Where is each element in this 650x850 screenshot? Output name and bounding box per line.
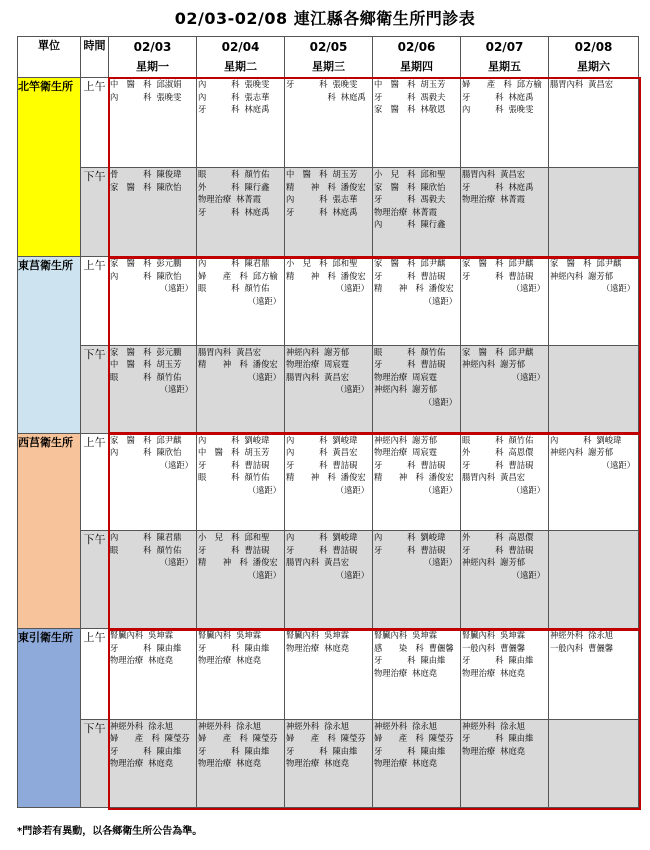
doctor-entry: 眼 科 顏竹佑 (462, 434, 534, 445)
doctor-entry: 家 醫 科 陳欣怡 (374, 181, 446, 192)
doctor-entry: 精 神 科 潘俊宏 (198, 557, 278, 568)
doctor-entry: 腎臟內科 吳坤霖 (462, 630, 526, 641)
doctor-entry: 內 科 陳君鼎 (198, 258, 270, 269)
remote-note: （遠距） (335, 569, 369, 580)
doctor-entry: 牙 科 陳由維 (462, 655, 534, 666)
doctor-entry: 牙 科 林庭禹 (198, 206, 270, 217)
remote-note: （遠距） (601, 459, 635, 470)
schedule-cell (461, 531, 549, 629)
schedule-row (18, 719, 639, 807)
schedule-cell (461, 433, 549, 530)
doctor-entry: 牙 科 陳由維 (286, 745, 358, 756)
doctor-entry: 內 科 劉峻瑋 (198, 434, 270, 445)
doctor-entry: 牙 科 陳由維 (374, 655, 446, 666)
doctor-entry: 內 科 陳欣怡 (110, 270, 182, 281)
doctor-entry: 牙 科 曹詰硯 (286, 544, 358, 555)
schedule-cell (549, 168, 639, 257)
doctor-entry: 中 醫 科 胡玉芳 (198, 447, 270, 458)
doctor-entry: 家 醫 科 邱尹麒 (374, 258, 446, 269)
schedule-cell (109, 78, 197, 168)
doctor-entry: 家 醫 科 邱尹麒 (462, 258, 534, 269)
remote-note: （遠距） (247, 569, 281, 580)
schedule-cell (197, 719, 285, 807)
doctor-entry: 中 醫 科 胡玉芳 (286, 169, 358, 180)
doctor-entry: 神經外科 徐永旭 (286, 720, 350, 731)
time-header: 時間 (81, 37, 109, 78)
doctor-entry: 神經外科 徐永旭 (374, 720, 438, 731)
doctor-entry: 牙 科 林庭禹 (462, 91, 534, 102)
am-label: 上午 (81, 629, 109, 719)
doctor-entry: 家 醫 科 邱尹麒 (462, 346, 534, 357)
day-header (109, 37, 197, 78)
am-label: 上午 (81, 78, 109, 168)
schedule-cell (285, 433, 373, 530)
schedule-cell (285, 629, 373, 719)
day-weekday: 星期四 (400, 60, 433, 73)
doctor-entry: 牙 科 林庭禹 (198, 104, 270, 114)
am-label: 上午 (81, 433, 109, 530)
day-header (197, 37, 285, 78)
doctor-entry: 家 醫 科 陳欣怡 (110, 181, 182, 192)
doctor-entry: 家 醫 科 邱尹麒 (550, 258, 622, 269)
remote-note: （遠距） (335, 484, 369, 495)
remote-note: （遠距） (247, 371, 281, 382)
doctor-entry: 眼 科 顏竹佑 (110, 544, 182, 555)
doctor-entry: 物理治療 林庭堯 (110, 758, 174, 769)
unit-name: 東引衛生所 (18, 629, 81, 808)
doctor-entry: 物理治療 周宸霆 (374, 371, 438, 382)
footnote: *門診若有異動，以各鄉衛生所公告為準。 (17, 826, 203, 837)
doctor-entry: 內 科 陳君鼎 (110, 532, 182, 543)
schedule-cell (549, 78, 639, 168)
schedule-cell (549, 433, 639, 530)
doctor-entry: 牙 科 陳由維 (462, 733, 534, 744)
schedule-row (18, 345, 639, 433)
doctor-entry: 牙 科 曹詰硯 (374, 359, 446, 370)
doctor-entry: 內 科 劉峻瑋 (286, 434, 358, 445)
doctor-entry: 腎臟內科 吳坤霖 (198, 630, 262, 641)
schedule-cell (197, 345, 285, 433)
doctor-entry: 眼 科 顏竹佑 (374, 346, 446, 357)
doctor-entry: 內 科 張志華 (198, 91, 270, 102)
remote-note: （遠距） (335, 283, 369, 294)
remote-note: （遠距） (247, 484, 281, 495)
doctor-entry: 精 神 科 潘俊宏 (374, 283, 454, 294)
doctor-entry: 一般內科 曹儷馨 (550, 642, 614, 653)
doctor-entry: 物理治療 林菁霞 (198, 194, 262, 205)
doctor-entry: 腸胃內科 黃昌宏 (198, 346, 262, 357)
doctor-entry: 物理治療 林菁霞 (462, 194, 526, 205)
clinic-schedule-table (17, 36, 639, 808)
doctor-entry: 外 科 陳行鑫 (198, 181, 270, 192)
doctor-entry: 神經內科 謝芳郁 (462, 557, 526, 568)
doctor-entry: 小 兒 科 邱和聖 (374, 169, 446, 180)
day-header (461, 37, 549, 78)
schedule-cell (285, 78, 373, 168)
doctor-entry: 精 神 科 潘俊宏 (374, 472, 454, 483)
remote-note: （遠距） (159, 384, 193, 395)
doctor-entry: 牙 科 陳由維 (110, 745, 182, 756)
doctor-entry: 神經內科 謝芳郁 (374, 384, 438, 395)
doctor-entry: 牙 科 陳由維 (374, 745, 446, 756)
schedule-cell (461, 345, 549, 433)
doctor-entry: 內 科 劉峻瑋 (374, 532, 446, 543)
day-date: 02/08 (574, 40, 613, 54)
doctor-entry: 內 科 張志華 (286, 194, 358, 205)
doctor-entry: 內 科 陳欣怡 (110, 447, 182, 458)
doctor-entry: 牙 科 林庭禹 (286, 206, 358, 217)
unit-header: 單位 (18, 37, 81, 78)
doctor-entry: 物理治療 林庭堯 (374, 667, 438, 678)
doctor-entry: 神經外科 徐永旭 (198, 720, 262, 731)
remote-note: （遠距） (423, 484, 457, 495)
pm-label: 下午 (81, 719, 109, 807)
doctor-entry: 婦 產 科 陳瑩芬 (110, 733, 190, 744)
doctor-entry: 牙 科 張晚雯 (286, 79, 358, 89)
schedule-cell (109, 719, 197, 807)
doctor-entry: 內 科 張晚雯 (462, 104, 534, 114)
schedule-cell (373, 168, 461, 257)
doctor-entry: 神經內科 謝芳郁 (462, 359, 526, 370)
doctor-entry: 感 染 科 曹儷馨 (374, 642, 454, 653)
doctor-entry: 牙 科 林庭禹 (462, 181, 534, 192)
day-weekday: 星期五 (488, 60, 521, 73)
doctor-entry: 精 神 科 潘俊宏 (198, 359, 278, 370)
remote-note: （遠距） (601, 283, 635, 294)
doctor-entry: 外 科 高恩儇 (462, 532, 534, 543)
schedule-row (18, 168, 639, 257)
doctor-entry: 牙 科 曹詰硯 (374, 459, 446, 470)
doctor-entry: 婦 產 科 陳瑩芬 (374, 733, 454, 744)
doctor-entry: 牙 科 陳由維 (198, 642, 270, 653)
schedule-cell (549, 345, 639, 433)
doctor-entry: 家 醫 科 彭元鵬 (110, 346, 182, 357)
doctor-entry: 內 科 劉峻瑋 (550, 434, 622, 445)
doctor-entry: 腸胃內科 黃昌宏 (286, 557, 350, 568)
doctor-entry: 外 科 高恩儇 (462, 447, 534, 458)
schedule-cell (197, 629, 285, 719)
day-date: 02/05 (309, 40, 348, 54)
remote-note: （遠距） (511, 371, 545, 382)
schedule-row (18, 531, 639, 629)
schedule-cell (109, 629, 197, 719)
schedule-body (18, 78, 639, 808)
am-label: 上午 (81, 257, 109, 345)
schedule-cell (373, 433, 461, 530)
doctor-entry: 腸胃內科 黃昌宏 (286, 371, 350, 382)
doctor-entry: 牙 科 曹詰硯 (374, 270, 446, 281)
remote-note: （遠距） (511, 484, 545, 495)
doctor-entry: 科 林庭禹 (286, 91, 366, 102)
schedule-cell (197, 433, 285, 530)
schedule-cell (285, 531, 373, 629)
doctor-entry: 家 醫 科 彭元鵬 (110, 258, 182, 269)
remote-note: （遠距） (247, 295, 281, 306)
doctor-entry: 物理治療 林庭堯 (462, 745, 526, 756)
doctor-entry: 腸胃內科 黃昌宏 (462, 472, 526, 483)
remote-note: （遠距） (511, 283, 545, 294)
day-header (373, 37, 461, 78)
doctor-entry: 眼 科 顏竹佑 (198, 283, 270, 294)
unit-name: 西莒衛生所 (18, 433, 81, 629)
doctor-entry: 家 醫 科 邱尹麒 (110, 434, 182, 445)
doctor-entry: 牙 科 曹詰硯 (462, 270, 534, 281)
schedule-cell (109, 433, 197, 530)
doctor-entry: 物理治療 周宸霆 (374, 447, 438, 458)
schedule-cell (549, 531, 639, 629)
doctor-entry: 小 兒 科 邱和聖 (198, 532, 270, 543)
schedule-cell (197, 531, 285, 629)
doctor-entry: 腎臟內科 吳坤霖 (110, 630, 174, 641)
schedule-cell (109, 168, 197, 257)
schedule-cell (285, 257, 373, 345)
doctor-entry: 物理治療 林庭堯 (374, 758, 438, 769)
schedule-cell (461, 78, 549, 168)
doctor-entry: 物理治療 林菁霞 (374, 206, 438, 217)
doctor-entry: 牙 科 曹詰硯 (198, 544, 270, 555)
day-weekday: 星期三 (312, 60, 345, 73)
day-header (549, 37, 639, 78)
doctor-entry: 腎臟內科 吳坤霖 (286, 630, 350, 641)
doctor-entry: 神經內科 謝芳郁 (550, 270, 614, 281)
schedule-cell (109, 345, 197, 433)
doctor-entry: 物理治療 周宸霆 (286, 359, 350, 370)
doctor-entry: 中 醫 科 邱淑娟 (110, 79, 182, 89)
schedule-row (18, 629, 639, 719)
day-date: 02/03 (133, 40, 172, 54)
doctor-entry: 小 兒 科 邱和聖 (286, 258, 358, 269)
unit-name: 東莒衛生所 (18, 257, 81, 433)
schedule-cell (373, 345, 461, 433)
doctor-entry: 中 醫 科 胡玉芳 (374, 79, 446, 89)
doctor-entry: 內 科 劉峻瑋 (286, 532, 358, 543)
doctor-entry: 精 神 科 潘俊宏 (286, 472, 366, 483)
schedule-cell (197, 78, 285, 168)
schedule-cell (549, 719, 639, 807)
schedule-cell (373, 78, 461, 168)
schedule-cell (373, 719, 461, 807)
schedule-cell (549, 257, 639, 345)
schedule-cell (285, 168, 373, 257)
doctor-entry: 物理治療 林庭堯 (198, 655, 262, 666)
day-date: 02/04 (221, 40, 260, 54)
doctor-entry: 腸胃內科 黃昌宏 (462, 169, 526, 180)
doctor-entry: 中 醫 科 胡玉芳 (110, 359, 182, 370)
doctor-entry: 婦 產 科 邱方榆 (198, 270, 278, 281)
pm-label: 下午 (81, 168, 109, 257)
doctor-entry: 神經內科 謝芳郁 (550, 447, 614, 458)
schedule-cell (285, 345, 373, 433)
doctor-entry: 神經外科 徐永旭 (550, 630, 614, 641)
doctor-entry: 一般內科 曹儷馨 (462, 642, 526, 653)
schedule-cell (373, 257, 461, 345)
schedule-cell (461, 257, 549, 345)
day-weekday: 星期六 (577, 60, 610, 73)
doctor-entry: 眼 科 顏竹佑 (198, 472, 270, 483)
doctor-entry: 神經外科 徐永旭 (462, 720, 526, 731)
schedule-cell (285, 719, 373, 807)
doctor-entry: 骨 科 陳俊瑋 (110, 169, 182, 180)
doctor-entry: 神經外科 徐永旭 (110, 720, 174, 731)
doctor-entry: 眼 科 顏竹佑 (110, 371, 182, 382)
doctor-entry: 牙 科 曹詰硯 (286, 459, 358, 470)
doctor-entry: 內 科 黃昌宏 (286, 447, 358, 458)
day-header (285, 37, 373, 78)
schedule-cell (373, 531, 461, 629)
doctor-entry: 腸胃內科 黃昌宏 (550, 79, 614, 89)
schedule-cell (461, 719, 549, 807)
doctor-entry: 牙 科 曹詰硯 (198, 459, 270, 470)
doctor-entry: 婦 產 科 陳瑩芬 (286, 733, 366, 744)
remote-note: （遠距） (423, 396, 457, 407)
schedule-row (18, 257, 639, 345)
pm-label: 下午 (81, 531, 109, 629)
remote-note: （遠距） (423, 557, 457, 568)
remote-note: （遠距） (511, 569, 545, 580)
unit-name: 北竿衛生所 (18, 78, 81, 257)
doctor-entry: 家 醫 科 林敬恩 (374, 104, 446, 114)
remote-note: （遠距） (159, 557, 193, 568)
doctor-entry: 牙 科 馮毅夫 (374, 91, 446, 102)
doctor-entry: 牙 科 陳由維 (110, 642, 182, 653)
doctor-entry: 腎臟內科 吳坤霖 (374, 630, 438, 641)
header-row (18, 37, 639, 78)
doctor-entry: 內 科 張晚雯 (198, 79, 270, 89)
remote-note: （遠距） (159, 459, 193, 470)
doctor-entry: 牙 科 曹詰硯 (462, 459, 534, 470)
schedule-cell (461, 168, 549, 257)
schedule-cell (373, 629, 461, 719)
doctor-entry: 內 科 張晚雯 (110, 91, 182, 102)
doctor-entry: 物理治療 林庭堯 (110, 655, 174, 666)
doctor-entry: 物理治療 林庭堯 (286, 758, 350, 769)
doctor-entry: 精 神 科 潘俊宏 (286, 270, 366, 281)
doctor-entry: 牙 科 陳由維 (198, 745, 270, 756)
day-weekday: 星期二 (224, 60, 257, 73)
doctor-entry: 內 科 陳行鑫 (374, 219, 446, 230)
schedule-cell (549, 629, 639, 719)
page-title: 02/03-02/08 連江縣各鄉衛生所門診表 (174, 9, 476, 28)
day-date: 02/07 (485, 40, 524, 54)
doctor-entry: 物理治療 林庭堯 (198, 758, 262, 769)
doctor-entry: 眼 科 顏竹佑 (198, 169, 270, 180)
schedule-cell (461, 629, 549, 719)
schedule-cell (109, 531, 197, 629)
doctor-entry: 物理治療 林庭堯 (462, 667, 526, 678)
doctor-entry: 神經內科 謝芳郁 (374, 434, 438, 445)
schedule-cell (197, 168, 285, 257)
remote-note: （遠距） (335, 384, 369, 395)
pm-label: 下午 (81, 345, 109, 433)
schedule-cell (109, 257, 197, 345)
doctor-entry: 精 神 科 潘俊宏 (286, 181, 366, 192)
doctor-entry: 牙 科 馮毅夫 (374, 194, 446, 205)
doctor-entry: 神經內科 謝芳郁 (286, 346, 350, 357)
schedule-row (18, 433, 639, 530)
doctor-entry: 婦 產 科 邱方榆 (462, 79, 542, 89)
remote-note: （遠距） (423, 295, 457, 306)
day-weekday: 星期一 (136, 60, 169, 73)
doctor-entry: 婦 產 科 陳瑩芬 (198, 733, 278, 744)
remote-note: （遠距） (159, 283, 193, 294)
schedule-row (18, 78, 639, 168)
schedule-cell (197, 257, 285, 345)
doctor-entry: 物理治療 林庭堯 (286, 642, 350, 653)
doctor-entry: 牙 科 曹詰硯 (462, 544, 534, 555)
doctor-entry: 牙 科 曹詰硯 (374, 544, 446, 555)
day-date: 02/06 (397, 40, 436, 54)
